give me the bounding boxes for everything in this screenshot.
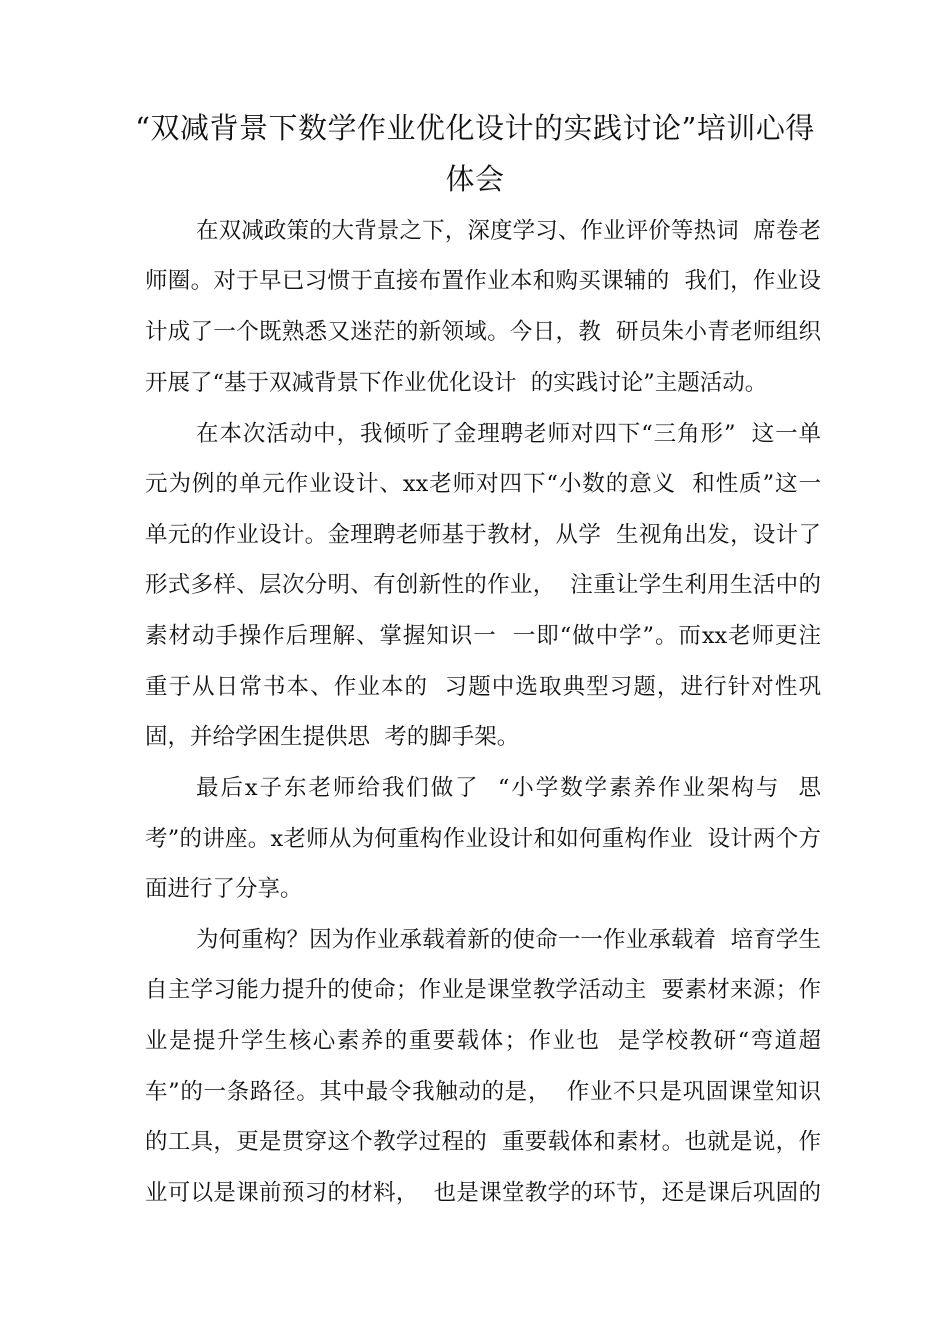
paragraph-3-line-3: 面进行了分享。: [145, 876, 303, 902]
paragraph-2-line-3: 单元的作业设计。金理聘老师基于教材，从学 生视角出发，设计了: [145, 522, 821, 548]
paragraph-2-line-7: 固，并给学困生提供思 考的脚手架。: [145, 724, 520, 750]
paragraph-4-line-4: 车”的一条路径。其中最令我触动的是， 作业不只是巩固课堂知识: [145, 1079, 821, 1105]
paragraph-2-line-1: 在本次活动中，我倾听了金理聘老师对四下“三角形” 这一单: [196, 421, 821, 447]
paragraph-4-line-1: 为何重构？因为作业承载着新的使命一一作业承载着 培育学生: [196, 927, 821, 953]
paragraph-3-line-1: 最后x子东老师给我们做了 “小学数学素养作业架构与 思: [196, 775, 821, 801]
paragraph-4-line-5: 的工具，更是贯穿这个教学过程的 重要载体和素材。也就是说，作: [145, 1129, 821, 1155]
paragraph-4-line-3: 业是提升学生核心素养的重要载体；作业也 是学校教研“弯道超: [145, 1028, 821, 1054]
paragraph-1-line-1: 在双减政策的大背景之下，深度学习、作业评价等热词 席卷老: [196, 218, 821, 244]
paragraph-2-line-2: 元为例的单元作业设计、xx老师对四下“小数的意义 和性质”这一: [145, 471, 821, 497]
paragraph-4-line-6: 业可以是课前预习的材料， 也是课堂教学的环节，还是课后巩固的: [145, 1180, 821, 1206]
paragraph-1-line-2: 师圈。对于早已习惯于直接布置作业本和购买课辅的 我们，作业设: [145, 268, 821, 294]
paragraph-2-line-4: 形式多样、层次分明、有创新性的作业， 注重让学生利用生活中的: [145, 572, 821, 598]
paragraph-4-line-2: 自主学习能力提升的使命；作业是课堂教学活动主 要素材来源；作: [145, 977, 821, 1003]
document-title-line-1: “双减背景下数学作业优化设计的实践讨论”培训心得: [135, 111, 815, 145]
document-title-line-2: 体会: [445, 162, 505, 196]
paragraph-2-line-6: 重于从日常书本、作业本的 习题中选取典型习题，进行针对性巩: [145, 674, 821, 700]
paragraph-2-line-5: 素材动手操作后理解、掌握知识一 一即“做中学”。而xx老师更注: [145, 623, 821, 649]
paragraph-3-line-2: 考”的讲座。x老师从为何重构作业设计和如何重构作业 设计两个方: [145, 826, 821, 852]
paragraph-1-line-3: 计成了一个既熟悉又迷茫的新领域。今日，教 研员朱小青老师组织: [145, 319, 821, 345]
paragraph-1-line-4: 开展了“基于双减背景下作业优化设计 的实践讨论”主题活动。: [145, 370, 768, 396]
